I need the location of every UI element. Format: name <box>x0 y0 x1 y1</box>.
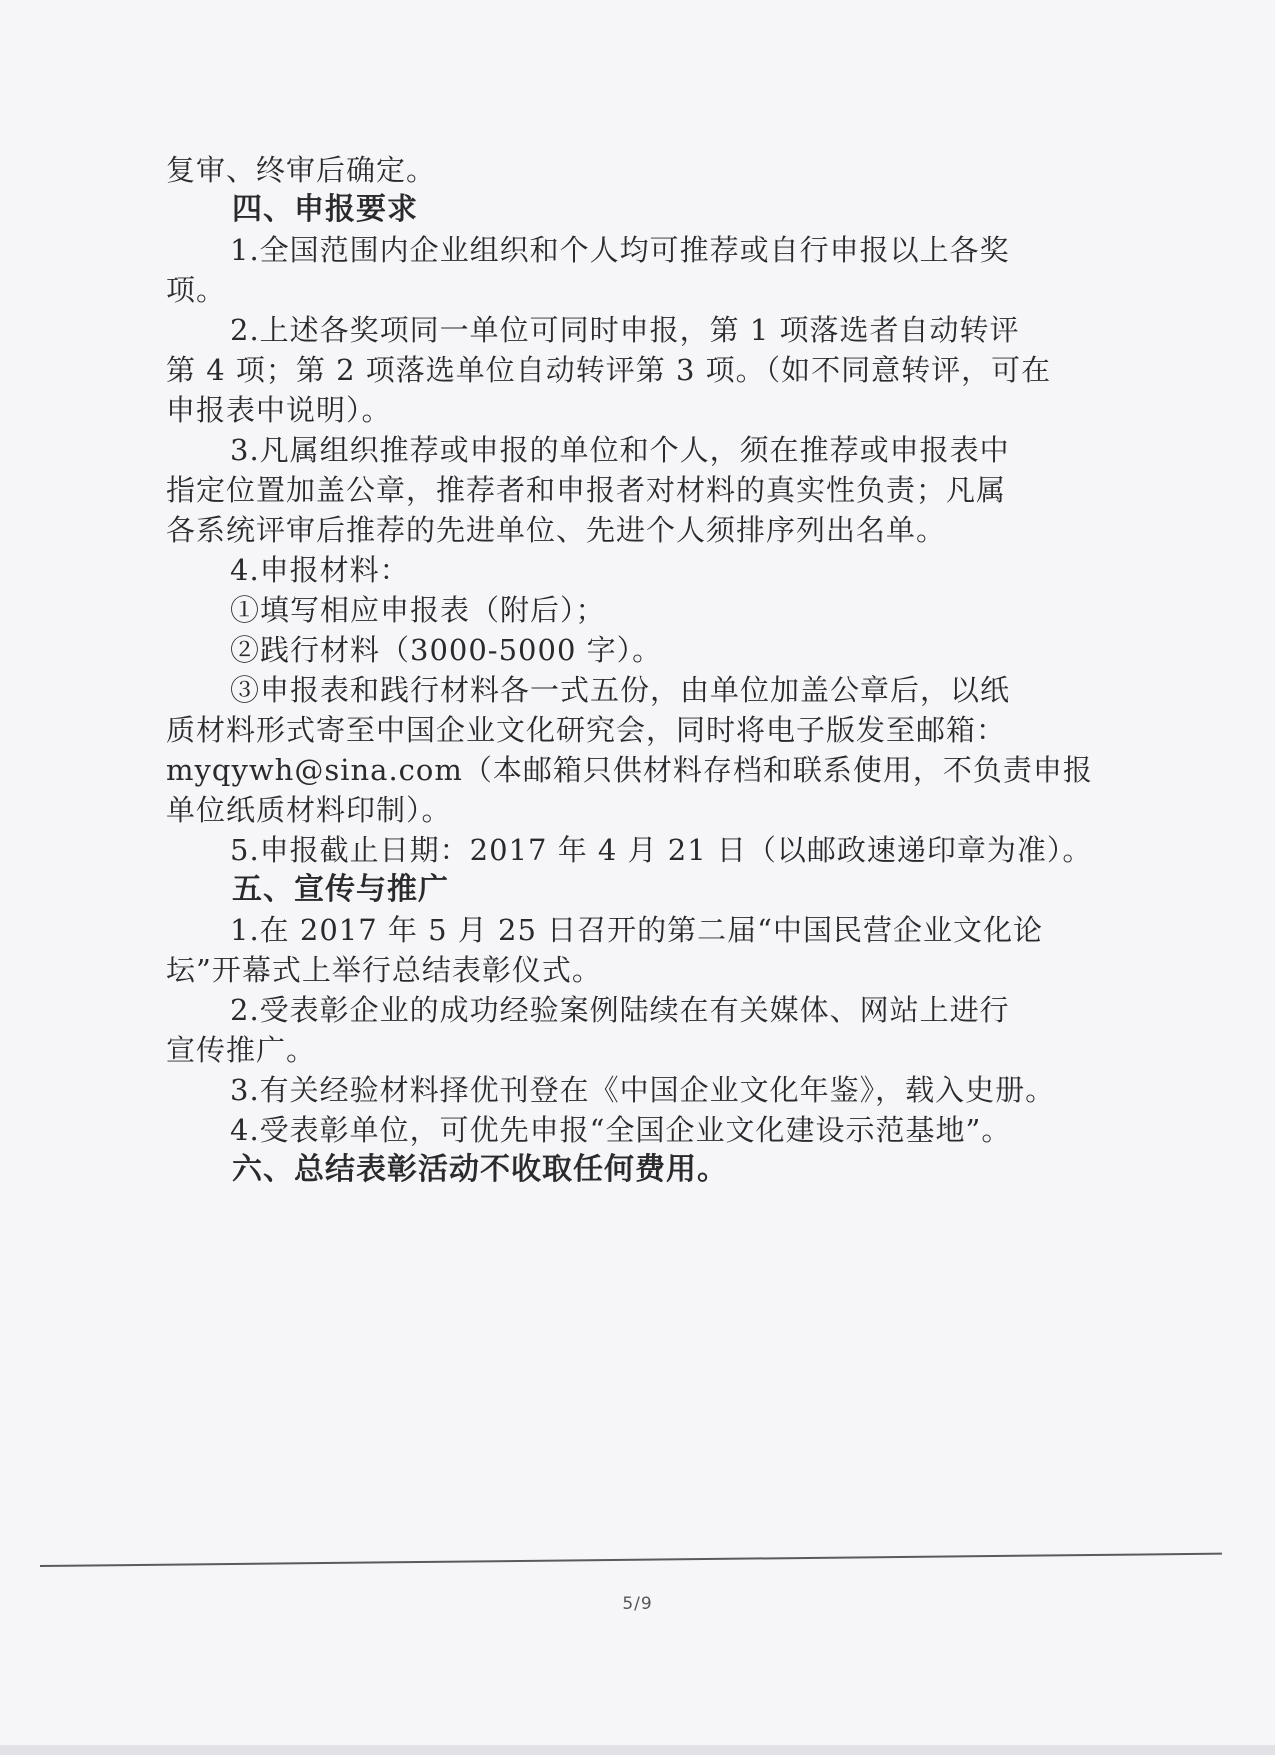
body-line: 各系统评审后推荐的先进单位、先进个人须排序列出名单。 <box>166 513 947 547</box>
body-line: 3.有关经验材料择优刊登在《中国企业文化年鉴》，载入史册。 <box>230 1073 1056 1107</box>
scan-edge <box>0 1745 1275 1755</box>
body-line: 2.上述各奖项同一单位可同时申报，第 1 项落选者自动转评 <box>230 313 1020 347</box>
body-line: 单位纸质材料印制）。 <box>166 793 452 827</box>
body-line: 申报表中说明）。 <box>166 393 392 427</box>
body-line: 第 4 项；第 2 项落选单位自动转评第 3 项。（如不同意转评，可在 <box>166 353 1052 387</box>
section-heading-4: 四、申报要求 <box>232 192 418 227</box>
body-line: 指定位置加盖公章，推荐者和申报者对材料的真实性负责；凡属 <box>166 473 1007 507</box>
body-line: ②践行材料（3000-5000 字）。 <box>230 633 663 667</box>
body-line: 1.全国范围内企业组织和个人均可推荐或自行申报以上各奖 <box>230 233 1010 267</box>
body-line: 宣传推广。 <box>166 1033 317 1067</box>
footer-divider <box>40 1553 1222 1567</box>
email-line: myqywh@sina.com（本邮箱只供材料存档和联系使用，不负责申报 <box>166 753 1093 787</box>
body-line: 坛”开幕式上举行总结表彰仪式。 <box>166 953 602 987</box>
body-line: ③申报表和践行材料各一式五份，由单位加盖公章后，以纸 <box>230 673 1011 707</box>
body-line: 1.在 2017 年 5 月 25 日召开的第二届“中国民营企业文化论 <box>230 913 1043 947</box>
body-line: 质材料形式寄至中国企业文化研究会，同时将电子版发至邮箱： <box>166 713 1007 747</box>
body-line: 项。 <box>166 273 227 307</box>
section-heading-6: 六、总结表彰活动不收取任何费用。 <box>232 1152 728 1187</box>
document-body <box>166 150 1093 1190</box>
body-line: 4.申报材料： <box>230 553 410 587</box>
body-line: 复审、终审后确定。 <box>166 153 437 187</box>
body-line: 2.受表彰企业的成功经验案例陆续在有关媒体、网站上进行 <box>230 993 1010 1027</box>
deadline-line: 5.申报截止日期：2017 年 4 月 21 日（以邮政速递印章为准）。 <box>230 833 1093 867</box>
body-line: 3.凡属组织推荐或申报的单位和个人，须在推荐或申报表中 <box>230 433 1010 467</box>
body-line: 4.受表彰单位，可优先申报“全国企业文化建设示范基地”。 <box>230 1113 1012 1147</box>
page-number: 5/9 <box>622 1594 653 1614</box>
body-line: ①填写相应申报表（附后）； <box>230 593 606 627</box>
section-heading-5: 五、宣传与推广 <box>232 872 449 907</box>
